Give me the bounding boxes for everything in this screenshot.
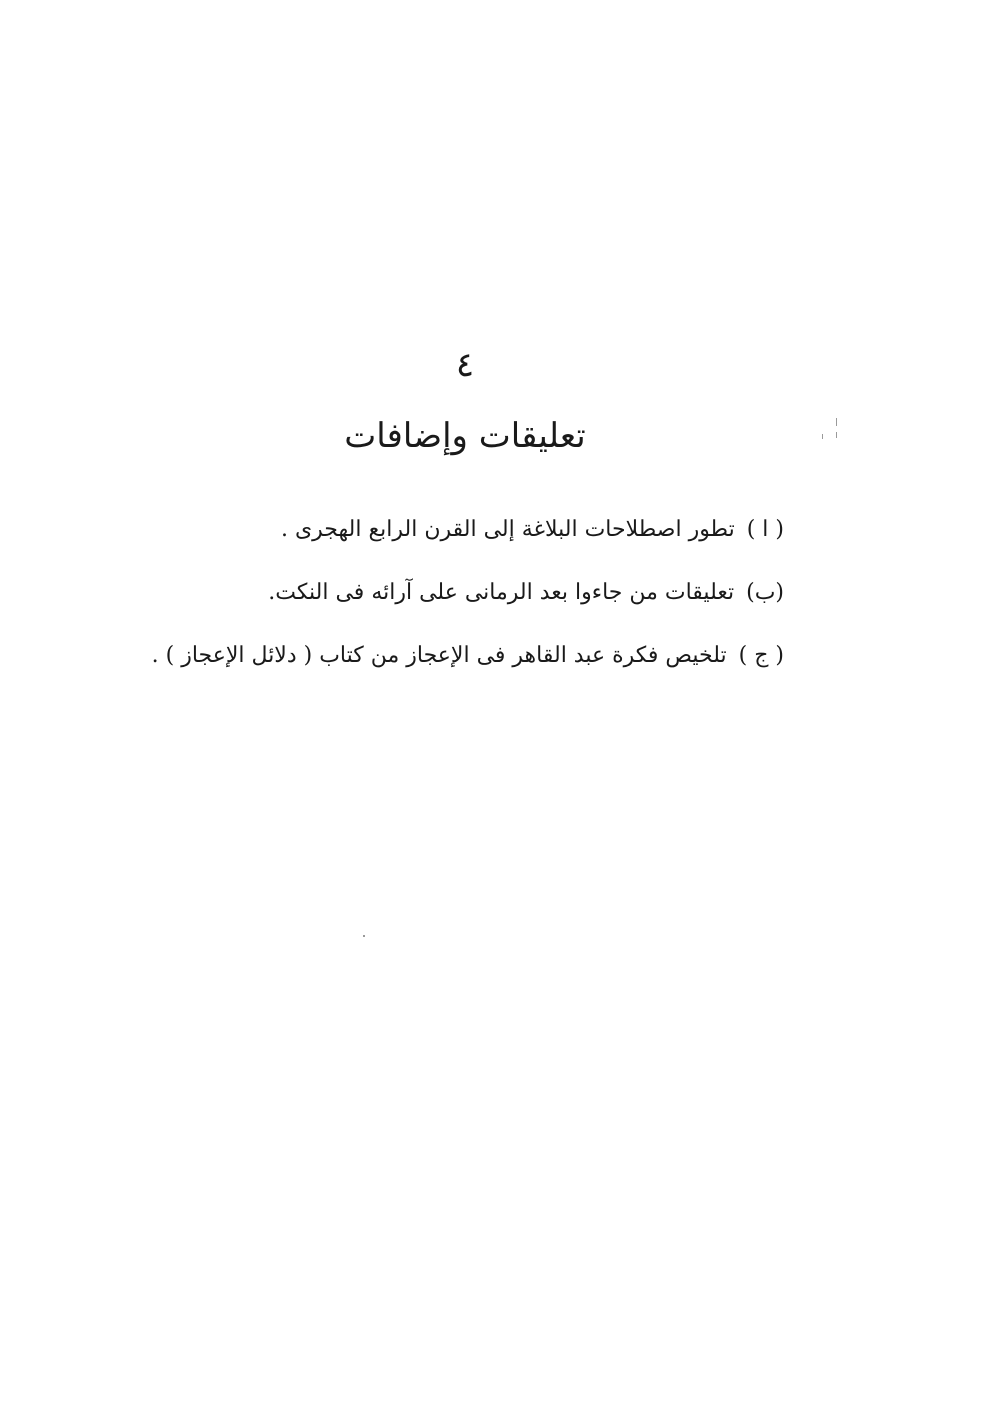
scan-speck — [836, 432, 837, 438]
scan-speck — [836, 418, 837, 426]
item-label: (ب) — [746, 580, 784, 605]
list-item — [84, 636, 784, 676]
scan-speck — [363, 935, 365, 937]
list-item — [84, 510, 784, 550]
chapter-title: تعليقات وإضافات — [344, 416, 586, 456]
item-label: ( ج ) — [738, 643, 784, 668]
item-label: ( ا ) — [746, 517, 784, 542]
chapter-number: ٤ — [455, 345, 475, 385]
item-text: تطور اصطلاحات البلاغة إلى القرن الرابع الهجرى . — [280, 517, 735, 542]
section-list — [84, 510, 784, 699]
scan-speck — [822, 434, 823, 439]
item-text: تلخيص فكرة عبد القاهر فى الإعجاز من كتاب ( دلائل الإعجاز ) . — [151, 643, 727, 668]
item-text: تعليقات من جاءوا بعد الرمانى على آرائه فى النكت. — [268, 580, 735, 605]
list-item — [84, 573, 784, 613]
